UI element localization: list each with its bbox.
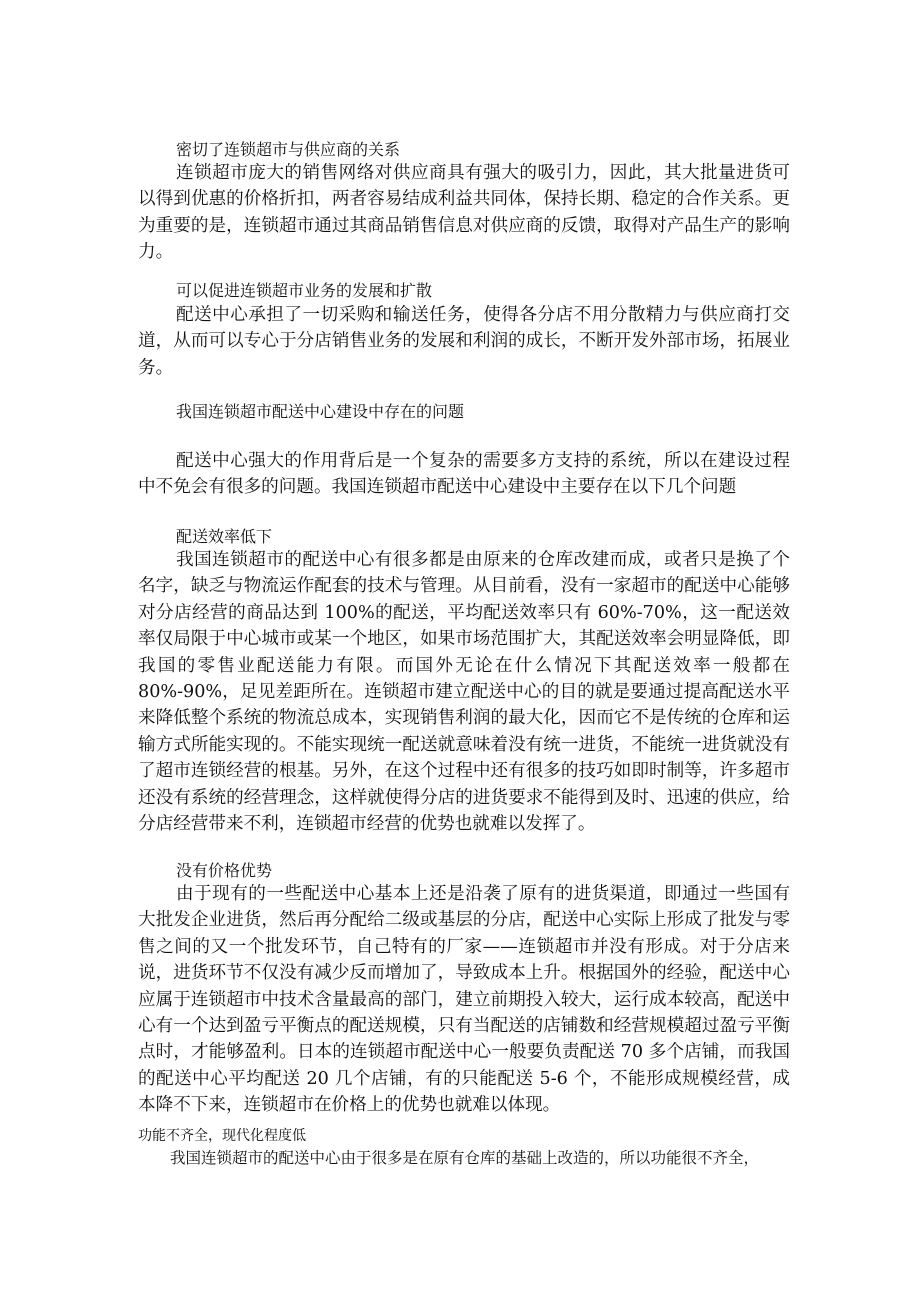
section-heading: 功能不齐全，现代化程度低 xyxy=(138,1128,306,1144)
section-heading: 配送效率低下 xyxy=(176,527,273,546)
section-paragraph: 由于现有的一些配送中心基本上还是沿袭了原有的进货渠道，即通过一些国有大批发企业进货，然后再分配给二级或基层的分店，配送中心实际上形成了批发与零售之间的又一个批发环节，自己特有的厂家——连锁超市并没有形成。对于分店来说，进货环节不仅没有减少反而增加了，导致成本上升。根据国外的经验，配送中心应属于连锁超市中技术含量最高的部门，建立前期投入较大，运行成本较高，配送中心有一个达到盈亏平衡点的配送规模，只有当配送的店铺数和经营规模超过盈亏平衡点时，才能够盈利。日本的连锁超市配送中心一般要负责配送 70 多个店铺，而我国的配送中心平均配送 20 几个店铺，有的只能配送 5-6 个，不能形成规模经营，成本降不下来，连锁超市在价格上的优势也就难以体现。 xyxy=(138,884,790,1116)
section-paragraph: 我国连锁超市的配送中心由于很多是在原有仓库的基础上改造的，所以功能很不齐全， xyxy=(170,1149,760,1167)
section-paragraph: 我国连锁超市的配送中心有很多都是由原来的仓库改建而成，或者只是换了个名字，缺乏与物流运作配套的技术与管理。从目前看，没有一家超市的配送中心能够对分店经营的商品达到 100%的配送，平均配送效率只有 60%-70%，这一配送效率仅局限于中心城市或某一个地区，如果市场范围扩大，其配送效率会明显降低，即我国的零售业配送能力有限。而国外无论在什么情况下其配送效率一般都在 80%-90%，足见差距所在。连锁超市建立配送中心的目的就是要通过提高配送水平来降低整个系统的物流总成本，实现销售利润的最大化，因而它不是传统的仓库和运输方式所能实现的。不能实现统一配送就意味着没有统一进货，不能统一进货就没有了超市连锁经营的根基。另外，在这个过程中还有很多的技巧如即时制等，许多超市还没有系统的经营理念，这样就使得分店的进货要求不能得到及时、迅速的供应，给分店经营带来不利，连锁超市经营的优势也就难以发挥了。 xyxy=(138,550,790,835)
section-heading: 可以促进连锁超市业务的发展和扩散 xyxy=(176,281,433,300)
section-heading: 我国连锁超市配送中心建设中存在的问题 xyxy=(176,402,465,421)
section-heading: 没有价格优势 xyxy=(176,861,273,880)
section-paragraph: 连锁超市庞大的销售网络对供应商具有强大的吸引力，因此，其大批量进货可以得到优惠的价格折扣，两者容易结成利益共同体，保持长期、稳定的合作关系。更为重要的是，连锁超市通过其商品销售信息对供应商的反馈，取得对产品生产的影响力。 xyxy=(138,163,790,263)
section-paragraph: 配送中心强大的作用背后是一个复杂的需要多方支持的系统，所以在建设过程中不免会有很多的问题。我国连锁超市配送中心建设中主要存在以下几个问题 xyxy=(138,451,790,498)
section-heading: 密切了连锁超市与供应商的关系 xyxy=(176,140,401,159)
section-paragraph: 配送中心承担了一切采购和输送任务，使得各分店不用分散精力与供应商打交道，从而可以专心于分店销售业务的发展和利润的成长，不断开发外部市场，拓展业务。 xyxy=(138,305,790,378)
